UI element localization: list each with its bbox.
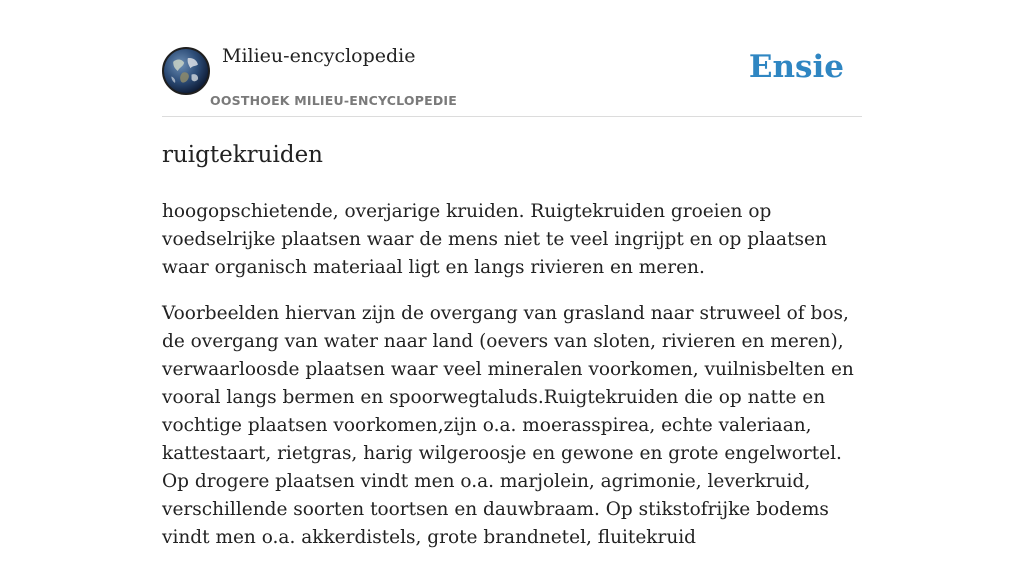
site-header <box>162 0 862 117</box>
brand-logo[interactable]: Ensie <box>748 49 844 85</box>
site-subtitle[interactable]: OOSTHOEK MILIEU-ENCYCLOPEDIE <box>210 93 457 108</box>
earth-globe-icon[interactable] <box>162 47 210 95</box>
site-title[interactable]: Milieu-encyclopedie <box>222 45 416 67</box>
article <box>162 138 862 570</box>
article-paragraph: Voorbeelden hiervan zijn de overgang van grasland naar struweel of bos, de overgang van water naar land (oevers van sloten, rivieren en meren), verwaarloosde plaatsen waar veel mineralen voorkomen, vuilnisbelten en vooral langs bermen en spoorwegtaluds.Ruigtekruiden die op natte en vochtige plaatsen voorkomen,zijn o.a. moerasspirea, echte valeriaan, kattestaart, rietgras, harig wilgeroosje en gewone en grote engelwortel. Op drogere plaatsen vindt men o.a. marjolein, agrimonie, leverkruid, verschillende soorten toortsen en dauwbraam. Op stikstofrijke bodems vindt men o.a. akkerdistels, grote brandnetel, fluitekruid <box>162 303 854 548</box>
article-title: ruigtekruiden <box>162 142 323 168</box>
article-paragraph: hoogopschietende, overjarige kruiden. Ruigtekruiden groeien op voedselrijke plaatsen waar de mens niet te veel ingrijpt en op plaatsen waar organisch materiaal ligt en langs rivieren en meren. <box>162 201 827 278</box>
